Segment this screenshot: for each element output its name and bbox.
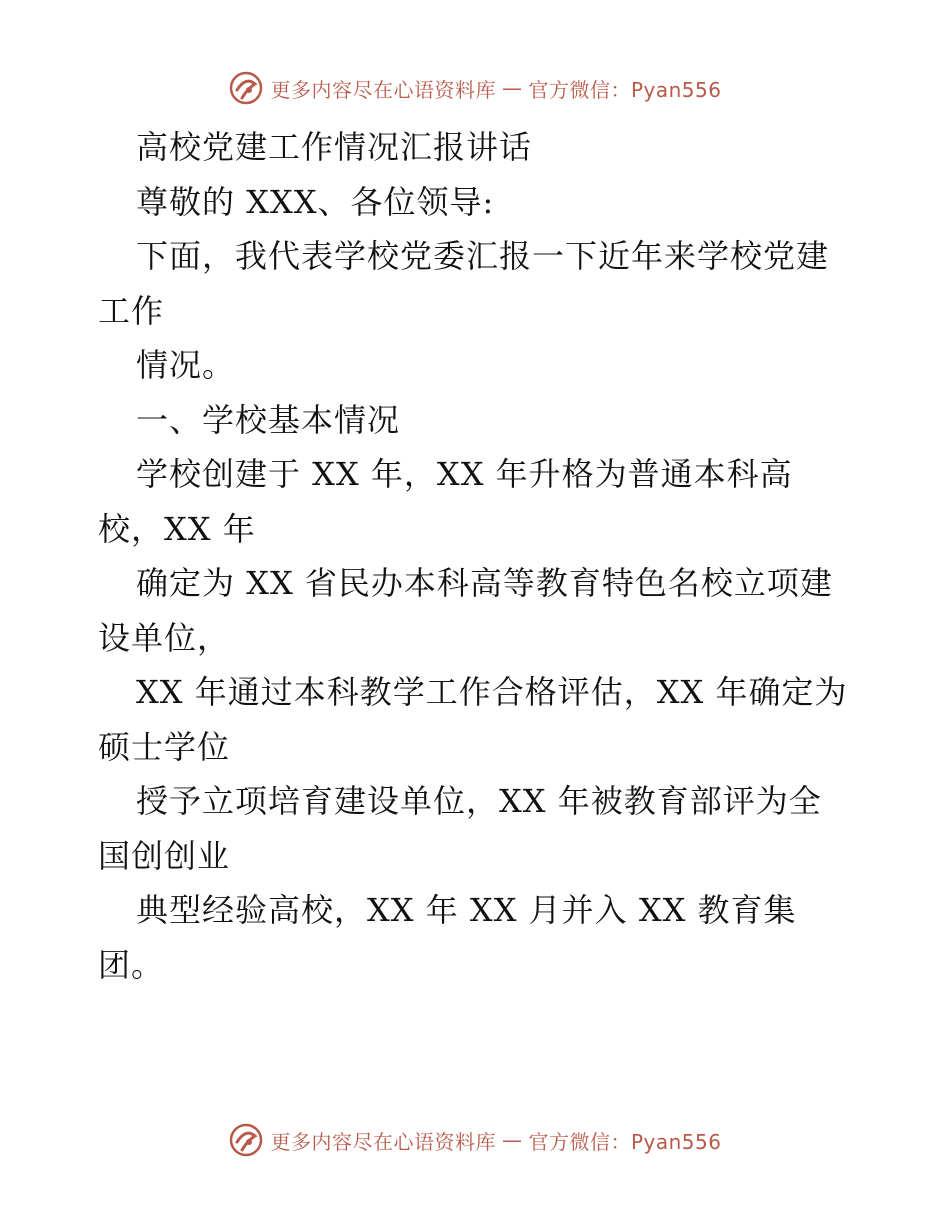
watermark-dash: —	[501, 1128, 523, 1152]
text-line: 一、学校基本情况	[136, 400, 401, 439]
text-line: 尊敬的 XXX、各位领导:	[136, 182, 495, 221]
text-line: 工作	[98, 291, 165, 330]
text-line: 确定为 XX 省民办本科高等教育特色名校立项建	[136, 564, 833, 602]
text-line: 设单位，	[98, 618, 231, 657]
text-line: XX 年通过本科教学工作合格评估，XX 年确定为	[136, 673, 848, 711]
watermark-dash: —	[501, 76, 523, 100]
footer-watermark	[0, 1122, 950, 1158]
text-line: 典型经验高校，XX 年 XX 月并入 XX 教育集	[136, 891, 797, 929]
watermark-wechat: 官方微信：Pyan556	[528, 1129, 722, 1154]
text-line: 国创创业	[98, 836, 231, 875]
text-line: 硕士学位	[98, 727, 231, 766]
text-line: 学校创建于 XX 年，XX 年升格为普通本科高	[136, 455, 793, 493]
watermark-brand: 更多内容尽在心语资料库	[270, 1129, 496, 1154]
document-body	[98, 120, 868, 992]
text-line: 高校党建工作情况汇报讲话	[136, 128, 533, 166]
watermark-brand: 更多内容尽在心语资料库	[270, 77, 496, 102]
text-line: 授予立项培育建设单位，XX 年被教育部评为全	[136, 782, 822, 820]
text-line: 团。	[98, 945, 165, 984]
brand-logo-icon	[228, 1122, 264, 1158]
text-line: 校，XX 年	[98, 509, 256, 548]
watermark-wechat: 官方微信：Pyan556	[528, 77, 722, 102]
header-watermark	[0, 70, 950, 106]
brand-logo-icon	[228, 70, 264, 106]
text-line: 情况。	[136, 346, 236, 384]
text-line: 下面，我代表学校党委汇报一下近年来学校党建	[136, 237, 830, 275]
